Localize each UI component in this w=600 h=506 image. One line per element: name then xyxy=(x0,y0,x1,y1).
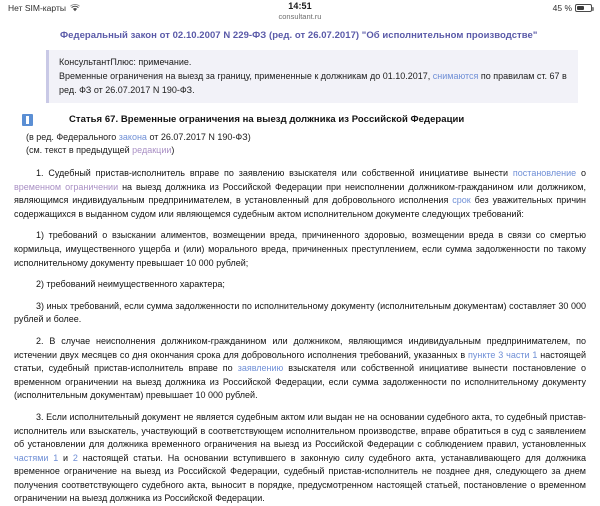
clock-label: 14:51 xyxy=(288,1,312,11)
p5-text-b: настоящей статьи, судебный пристав-исполнитель вправе по xyxy=(14,349,587,374)
note-text-before-link: Временные ограничения на выезд за границу, примененные к должникам до 01.10.2017, xyxy=(59,71,433,81)
p1-link-postanovlenie[interactable]: постановление xyxy=(512,168,577,178)
battery-icon xyxy=(575,4,592,12)
edition-text-1b: от 26.07.2017 N 190-ФЗ) xyxy=(146,132,251,142)
p6-text-a: 3. Если исполнительный документ не является судебным актом или выдан не на основании судебного акта, то судебный пристав-исполнитель или взыскатель, участвующий в соответствующем исполнительном производстве, вправе обратиться в суд с заявлением об установлении для должника временного ограничения на выезд из Российской Федерации с соблюдением правил, установленных xyxy=(14,411,586,450)
edition-line-1 xyxy=(26,131,586,144)
paragraph-3: 2) требований неимущественного характера; xyxy=(36,279,225,290)
battery-percent-label: 45 % xyxy=(552,3,572,13)
carrier-label: Нет SIM-карты xyxy=(8,3,66,13)
p1-link-vremennom-ogranichenii[interactable]: временном ограничении xyxy=(14,181,119,192)
battery-fill xyxy=(577,6,584,10)
p6-link-chastyami-1[interactable]: частями 1 xyxy=(14,452,59,463)
edition-link-redakcii[interactable]: редакции xyxy=(132,145,172,155)
p1-link-srok[interactable]: срок xyxy=(452,195,471,206)
article-edition-info xyxy=(26,131,586,157)
status-bar xyxy=(0,0,600,26)
status-bar-left xyxy=(8,2,80,13)
article-heading-row xyxy=(14,113,586,126)
note-link-snimayutsya[interactable]: снимаются xyxy=(432,71,479,81)
p1-text-d: без уважительных причин содержащихся в выданном судом или являющемся судебным актом исполнительном документе следующих требований: xyxy=(14,195,586,219)
status-bar-center xyxy=(0,1,600,22)
p5-text-a: 2. В случае неисполнения должником-гражданином или должником, являющимся индивидуальным предпринимателем, по истечении двух месяцев со дня окончания срока для добровольного исполнения требований, указанных в xyxy=(14,335,586,360)
note-line-2 xyxy=(59,69,568,97)
p1-text-c: на выезд должника из Российской Федерации при неисполнении должником-гражданином или должником, являющимся индивидуальным предпринимателем, в установленный для добровольного исполнения xyxy=(14,181,586,206)
edition-line-2 xyxy=(26,144,586,157)
info-square-icon[interactable] xyxy=(22,114,33,126)
site-url-label: consultant.ru xyxy=(278,12,322,21)
document-header-title: Федеральный закон от 02.10.2007 N 229-ФЗ (ред. от 26.07.2017) "Об исполнительном производстве" xyxy=(60,30,538,41)
p5-link-punkte-3-chasti-1[interactable]: пункте 3 части 1 xyxy=(467,349,538,360)
edition-text-2b: ) xyxy=(171,145,175,155)
p6-text-c: настоящей статьи. На основании вступившего в законную силу судебного акта, устанавливающего для должника временное ограничение на выезд из Российской Федерации, судебный пристав-исполнитель не позднее дня, следующего за днем получения соответствующего судебного акта, выносит в порядке, предусмотренном настоящей статьей, постановление о временном ограничении на выезд должника из Российской Федерации. xyxy=(14,452,587,504)
article-title: Статья 67. Временные ограничения на выезд должника из Российской Федерации xyxy=(69,114,465,125)
p6-text-b: и xyxy=(58,452,73,463)
p1-text-a: 1. Судебный пристав-исполнитель вправе по заявлению взыскателя или собственной инициативе вынести xyxy=(36,168,513,178)
consultant-note-box xyxy=(46,50,578,103)
article-body xyxy=(14,167,586,506)
edition-text-1a: (в ред. Федерального xyxy=(26,132,119,142)
p6-link-2[interactable]: 2 xyxy=(72,452,78,463)
edition-link-zakona[interactable]: закона xyxy=(118,132,147,142)
edition-text-2a: (см. текст в предыдущей xyxy=(26,145,133,155)
status-bar-right xyxy=(553,2,592,13)
p5-link-zayavleniyu[interactable]: заявлению xyxy=(237,363,284,374)
paragraph-5 xyxy=(14,335,586,403)
p5-text-c: взыскателя или собственной инициативе вынести постановление о временном ограничении на выезд должника из Российской Федерации, если сумма задолженности по исполнительному документу (исполнительным документам) превышает 10 000 рублей. xyxy=(14,363,586,401)
p1-text-b: о xyxy=(576,168,586,178)
paragraph-4: 3) иных требований, если сумма задолженности по исполнительному документу (исполнительным документам) составляет 30 000 рублей и более. xyxy=(14,300,586,325)
note-line-1: КонсультантПлюс: примечание. xyxy=(59,57,192,67)
wifi-icon xyxy=(70,4,80,12)
note-text-after-link: по правилам ст. 67 в ред. ФЗ от 26.07.2017 N 190-ФЗ. xyxy=(59,71,567,95)
paragraph-2: 1) требований о взыскании алиментов, возмещении вреда, причиненного здоровью, возмещении вреда в связи со смертью кормильца, имущественного ущерба и (или) морального вреда, причиненных преступлением, если сумма задолженности по такому исполнительному документу превышает 10 000 рублей; xyxy=(14,230,586,268)
paragraph-6 xyxy=(14,411,586,506)
paragraph-1 xyxy=(14,167,586,221)
document-body xyxy=(0,26,600,506)
